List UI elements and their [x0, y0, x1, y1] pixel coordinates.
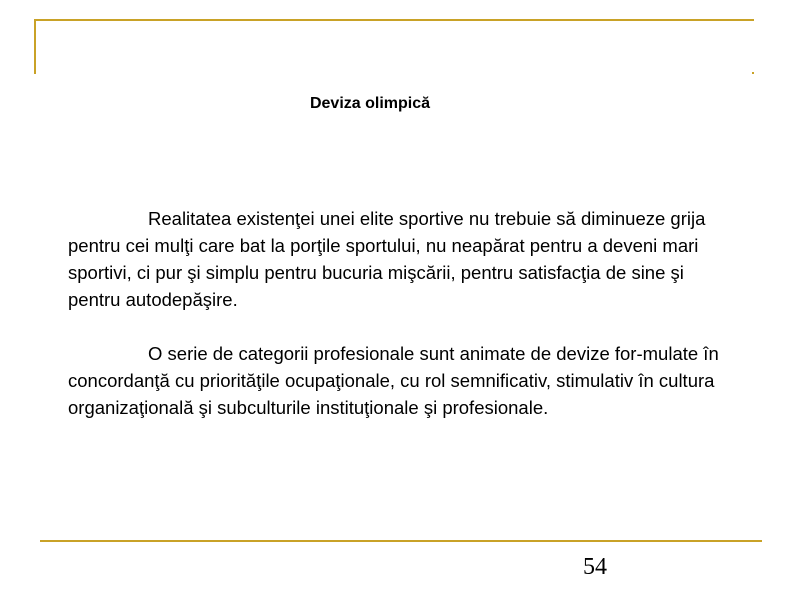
left-frame-rule [34, 19, 36, 74]
footer-rule [40, 540, 762, 542]
top-frame-rule [34, 19, 754, 21]
slide-body [68, 205, 728, 421]
body-paragraph-1: Realitatea existenţei unei elite sportive nu trebuie să diminueze grija pentru cei mulţi care bat la porţile sportului, nu neapărat pentru a deveni mari sportivi, ci pur şi simplu pentru bucuria mişcării, pentru satisfacţia de sine şi pentru autodepăşire. [68, 208, 706, 310]
body-paragraph-2: O serie de categorii profesionale sunt animate de devize for-mulate în concordanţă cu priorităţile ocupaţionale, cu rol semnificativ, stimulativ în cultura organizaţională şi subculturile instituţionale şi profesionale. [68, 343, 719, 418]
slide-title: Deviza olimpică [309, 95, 431, 112]
frame-corner-mark [752, 72, 754, 74]
page-number: 54 [583, 554, 607, 580]
